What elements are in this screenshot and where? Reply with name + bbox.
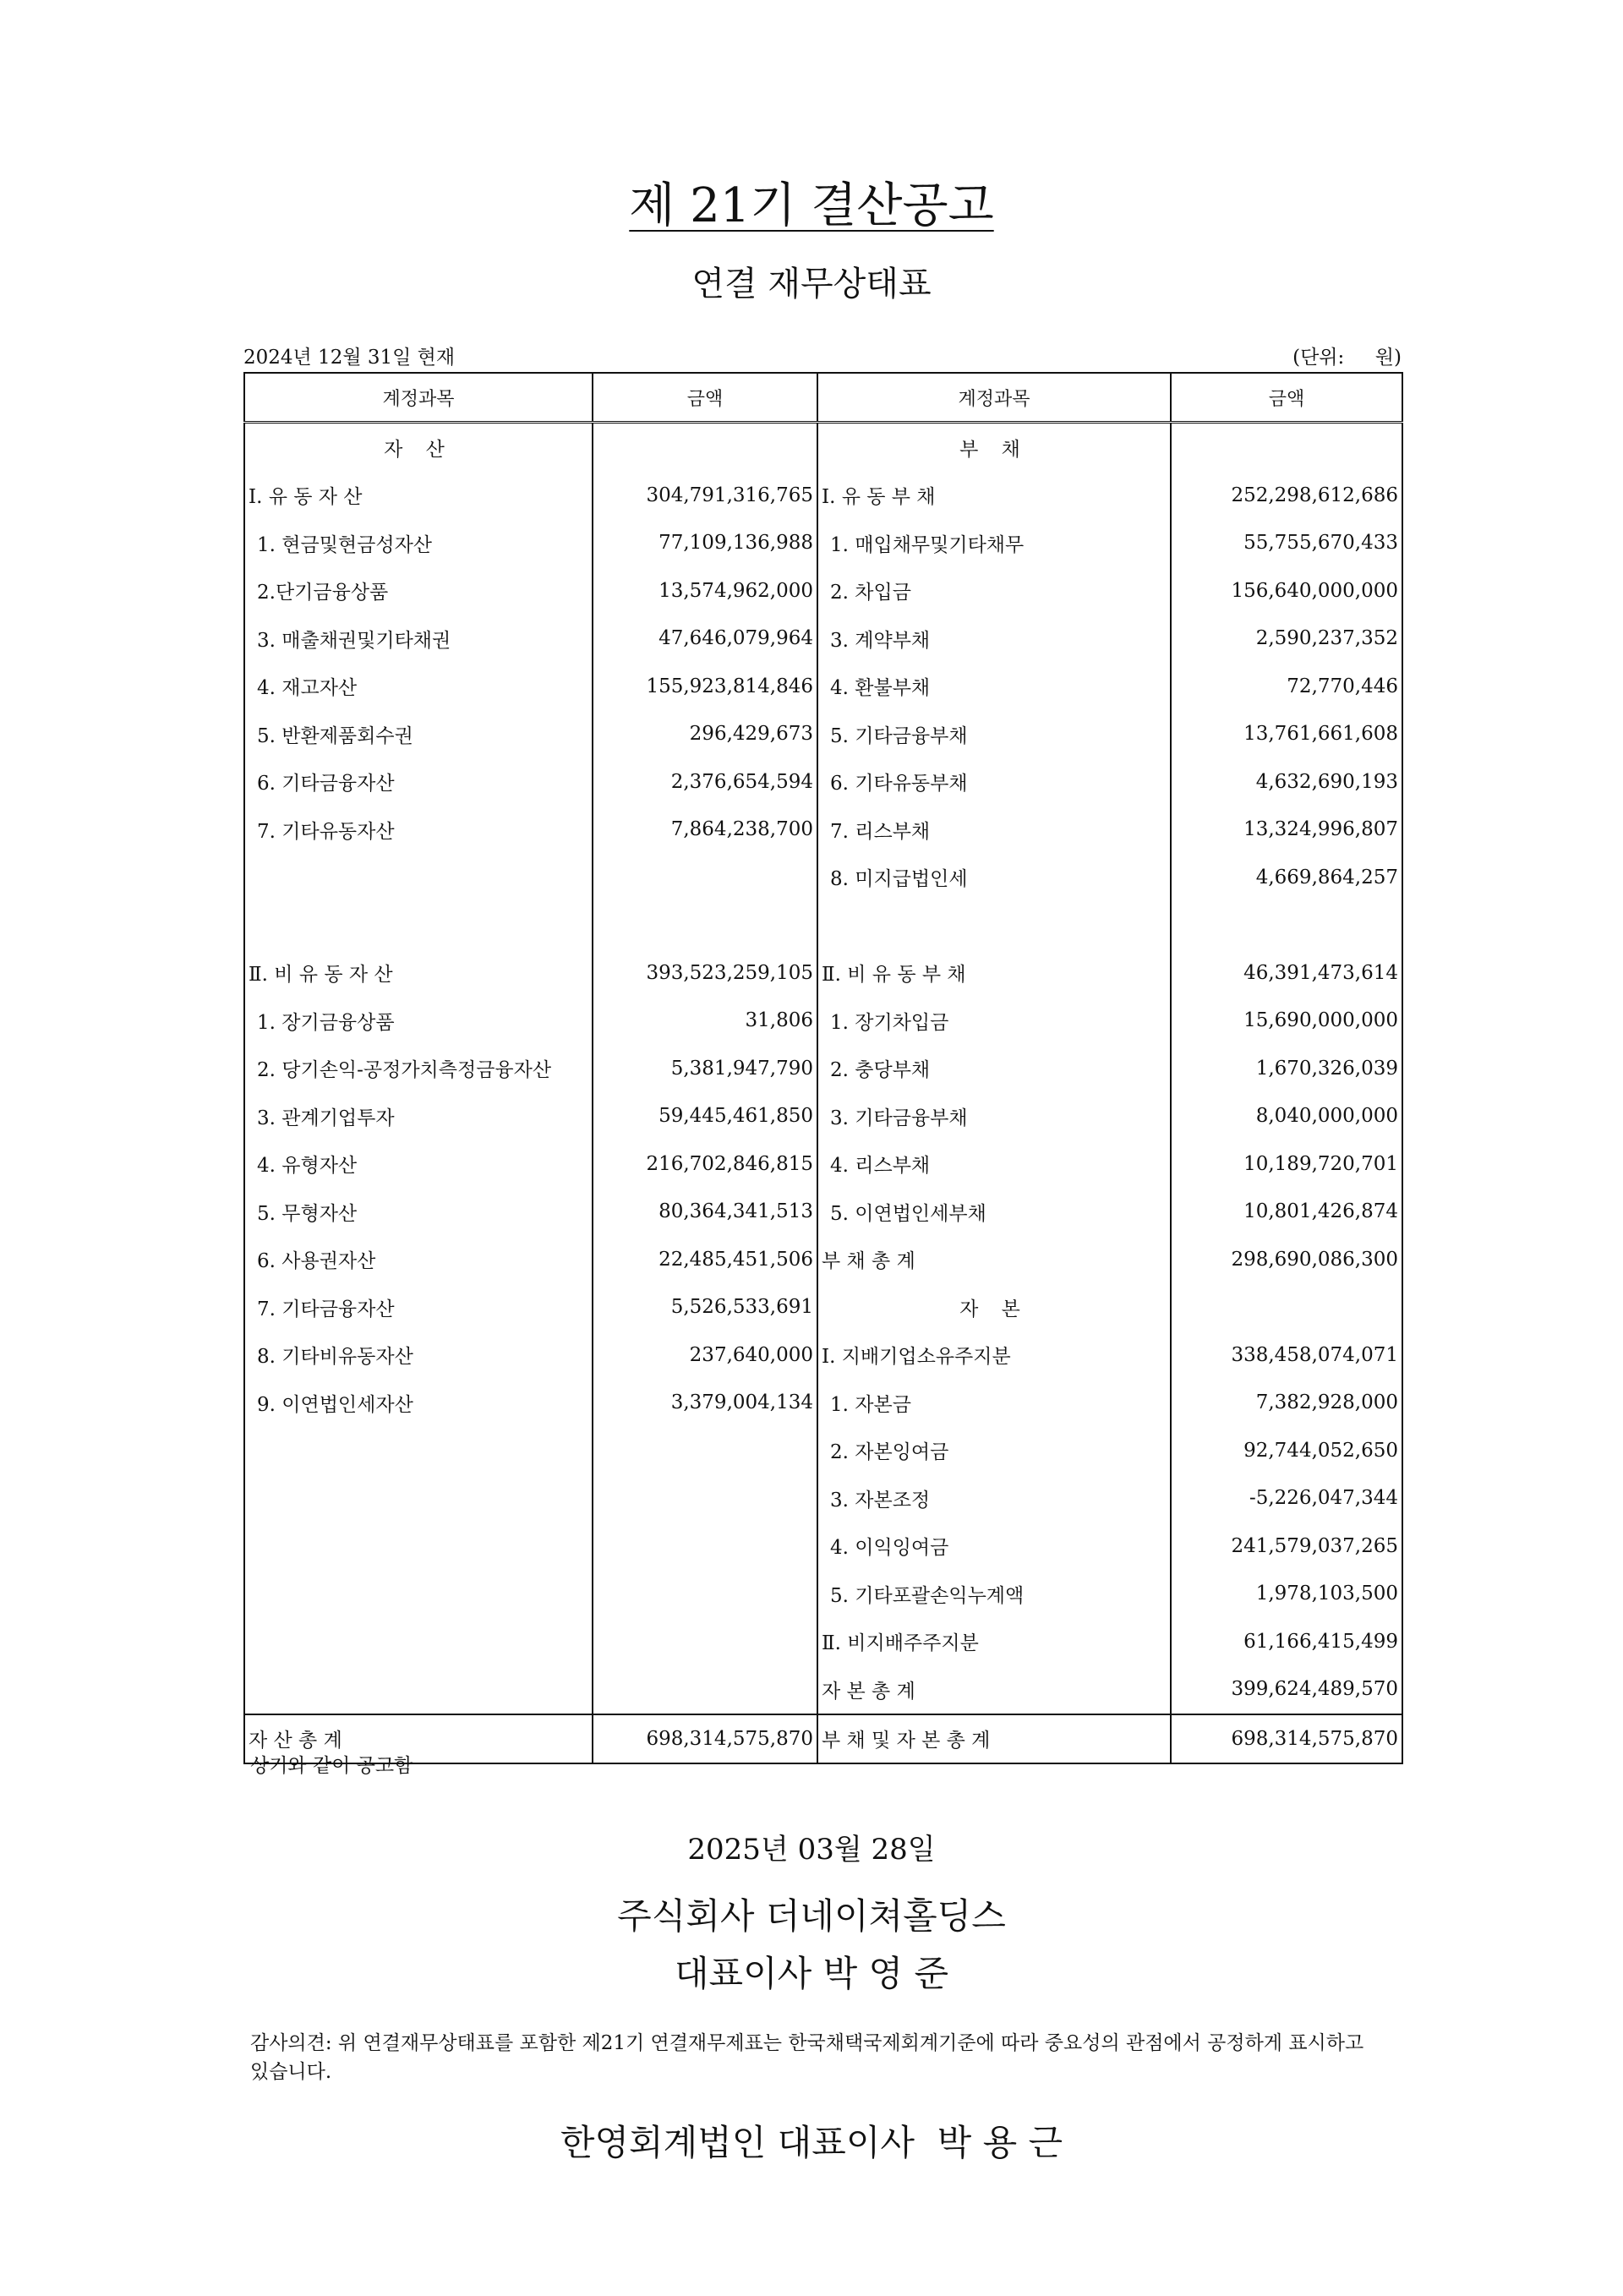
asset-account-name <box>244 901 593 949</box>
asset-account-name <box>244 1522 593 1571</box>
asset-account-name <box>244 1665 593 1714</box>
table-row <box>244 663 1402 711</box>
asset-amount <box>593 901 817 949</box>
table-row <box>244 1331 1402 1380</box>
table-row <box>244 1188 1402 1236</box>
asset-amount: 216,702,846,815 <box>593 1140 817 1189</box>
asset-amount: 22,485,451,506 <box>593 1236 817 1284</box>
table-row <box>244 854 1402 902</box>
header-amount-left: 금액 <box>593 373 817 423</box>
header-account-left: 계정과목 <box>244 373 593 423</box>
table-row <box>244 1474 1402 1522</box>
table-row <box>244 1283 1402 1331</box>
asset-amount: 80,364,341,513 <box>593 1188 817 1236</box>
liab-equity-amount: 252,298,612,686 <box>1171 472 1402 520</box>
asset-amount: 13,574,962,000 <box>593 567 817 615</box>
table-row <box>244 519 1402 567</box>
company-name: 주식회사 더네이쳐홀딩스 <box>617 1895 1006 1937</box>
asset-account-name <box>244 1570 593 1618</box>
liab-equity-account-name: 2. 충당부채 <box>817 1045 1171 1093</box>
asset-account-name: 9. 이연법인세자산 <box>244 1379 593 1427</box>
liab-equity-amount: 61,166,415,499 <box>1171 1618 1402 1666</box>
asset-account-name <box>244 1618 593 1666</box>
table-row <box>244 1092 1402 1140</box>
table-row <box>244 1570 1402 1618</box>
asset-amount: 77,109,136,988 <box>593 519 817 567</box>
table-row <box>244 1379 1402 1427</box>
liab-equity-amount: 298,690,086,300 <box>1171 1236 1402 1284</box>
asset-account-name: 7. 기타유동자산 <box>244 806 593 854</box>
asset-account-name: 3. 관계기업투자 <box>244 1092 593 1140</box>
asset-account-name: 4. 유형자산 <box>244 1140 593 1189</box>
liab-equity-account-name: 자 본 <box>817 1283 1171 1331</box>
asset-account-name: 3. 매출채권및기타채권 <box>244 615 593 663</box>
asset-account-name: 6. 사용권자산 <box>244 1236 593 1284</box>
header-amount-right: 금액 <box>1171 373 1402 423</box>
liab-equity-amount: 72,770,446 <box>1171 663 1402 711</box>
table-row <box>244 1236 1402 1284</box>
liab-equity-amount: 15,690,000,000 <box>1171 997 1402 1045</box>
table-row <box>244 423 1402 472</box>
unit-label: (단위: 원) <box>1292 347 1402 369</box>
liab-equity-account-name: 4. 이익잉여금 <box>817 1522 1171 1571</box>
liab-equity-amount <box>1171 901 1402 949</box>
liab-equity-amount <box>1171 1283 1402 1331</box>
notice-note: 상기와 같이 공고함 <box>250 1755 413 1777</box>
asset-amount: 3,379,004,134 <box>593 1379 817 1427</box>
audit-opinion: 감사의견: 위 연결재무상태표를 포함한 제21기 연결재무제표는 한국채택국제회계기준에 따라 중요성의 관점에서 공정하게 표시하고 있습니다. <box>250 2032 1364 2083</box>
liab-equity-account-name: Ⅱ. 비지배주주지분 <box>817 1618 1171 1666</box>
asset-amount: 296,429,673 <box>593 710 817 758</box>
total-assets-label: 자 산 총 계 <box>244 1714 593 1763</box>
liab-equity-account-name: 8. 미지급법인세 <box>817 854 1171 902</box>
asset-amount: 31,806 <box>593 997 817 1045</box>
asset-amount: 7,864,238,700 <box>593 806 817 854</box>
asset-amount: 5,381,947,790 <box>593 1045 817 1093</box>
table-row <box>244 567 1402 615</box>
table-header-row <box>244 373 1402 423</box>
liab-equity-account-name: 2. 자본잉여금 <box>817 1427 1171 1475</box>
liab-equity-account-name: 부 채 <box>817 423 1171 472</box>
liab-equity-amount: 7,382,928,000 <box>1171 1379 1402 1427</box>
asset-account-name: 1. 장기금융상품 <box>244 997 593 1045</box>
liab-equity-amount: 399,624,489,570 <box>1171 1665 1402 1714</box>
asset-amount <box>593 1618 817 1666</box>
asset-amount <box>593 1665 817 1714</box>
liab-equity-amount: 13,324,996,807 <box>1171 806 1402 854</box>
liab-equity-amount: 55,755,670,433 <box>1171 519 1402 567</box>
liab-equity-account-name: 부 채 총 계 <box>817 1236 1171 1284</box>
asset-account-name: 7. 기타금융자산 <box>244 1283 593 1331</box>
liab-equity-account-name: 3. 자본조정 <box>817 1474 1171 1522</box>
liab-equity-account-name: 자 본 총 계 <box>817 1665 1171 1714</box>
table-row <box>244 1665 1402 1714</box>
asset-account-name <box>244 854 593 902</box>
table-row <box>244 1427 1402 1475</box>
liab-equity-account-name: 3. 계약부채 <box>817 615 1171 663</box>
statement-title: 연결 재무상태표 <box>691 265 932 303</box>
liab-equity-amount: 10,801,426,874 <box>1171 1188 1402 1236</box>
asset-account-name <box>244 1427 593 1475</box>
liab-equity-account-name: 6. 기타유동부채 <box>817 758 1171 806</box>
asset-account-name: 2. 당기손익-공정가치측정금융자산 <box>244 1045 593 1093</box>
table-row <box>244 1045 1402 1093</box>
liab-equity-amount: 1,670,326,039 <box>1171 1045 1402 1093</box>
asset-amount: 47,646,079,964 <box>593 615 817 663</box>
liab-equity-amount: -5,226,047,344 <box>1171 1474 1402 1522</box>
liab-equity-account-name: 1. 매입채무및기타채무 <box>817 519 1171 567</box>
table-row <box>244 758 1402 806</box>
asset-account-name: 4. 재고자산 <box>244 663 593 711</box>
asset-amount: 155,923,814,846 <box>593 663 817 711</box>
asset-amount: 59,445,461,850 <box>593 1092 817 1140</box>
table-row <box>244 1618 1402 1666</box>
table-row <box>244 472 1402 520</box>
auditor-name: 한영회계법인 대표이사 박 용 근 <box>560 2122 1063 2163</box>
liab-equity-amount: 156,640,000,000 <box>1171 567 1402 615</box>
liab-equity-amount: 4,669,864,257 <box>1171 854 1402 902</box>
table-row <box>244 901 1402 949</box>
liab-equity-amount <box>1171 423 1402 472</box>
as-of-date: 2024년 12월 31일 현재 <box>243 347 456 369</box>
asset-amount <box>593 1427 817 1475</box>
liab-equity-account-name: 1. 자본금 <box>817 1379 1171 1427</box>
asset-account-name: 5. 반환제품회수권 <box>244 710 593 758</box>
liab-equity-account-name: Ⅱ. 비 유 동 부 채 <box>817 949 1171 998</box>
asset-account-name: 1. 현금및현금성자산 <box>244 519 593 567</box>
asset-amount <box>593 1570 817 1618</box>
liab-equity-account-name: 4. 환불부채 <box>817 663 1171 711</box>
asset-account-name: Ⅱ. 비 유 동 자 산 <box>244 949 593 998</box>
liab-equity-account-name <box>817 901 1171 949</box>
asset-account-name <box>244 1474 593 1522</box>
liab-equity-amount: 241,579,037,265 <box>1171 1522 1402 1571</box>
liab-equity-account-name: 5. 기타포괄손익누계액 <box>817 1570 1171 1618</box>
balance-sheet-table <box>243 372 1403 1764</box>
liab-equity-account-name: 1. 장기차입금 <box>817 997 1171 1045</box>
liab-equity-amount: 10,189,720,701 <box>1171 1140 1402 1189</box>
total-row <box>244 1714 1402 1763</box>
ceo-name: 대표이사 박 영 준 <box>674 1953 949 1994</box>
table-row <box>244 949 1402 998</box>
liab-equity-amount: 13,761,661,608 <box>1171 710 1402 758</box>
header-account-right: 계정과목 <box>817 373 1171 423</box>
liab-equity-account-name: 5. 기타금융부채 <box>817 710 1171 758</box>
asset-amount: 2,376,654,594 <box>593 758 817 806</box>
table-row <box>244 710 1402 758</box>
asset-amount: 304,791,316,765 <box>593 472 817 520</box>
liab-equity-account-name: 4. 리스부채 <box>817 1140 1171 1189</box>
asset-amount <box>593 1522 817 1571</box>
asset-account-name: 6. 기타금융자산 <box>244 758 593 806</box>
liab-equity-account-name: 2. 차입금 <box>817 567 1171 615</box>
asset-account-name: 5. 무형자산 <box>244 1188 593 1236</box>
liab-equity-account-name: Ⅰ. 유 동 부 채 <box>817 472 1171 520</box>
total-assets-amount: 698,314,575,870 <box>593 1714 817 1763</box>
table-row <box>244 997 1402 1045</box>
liab-equity-amount: 92,744,052,650 <box>1171 1427 1402 1475</box>
table-body <box>244 423 1402 1714</box>
asset-amount <box>593 423 817 472</box>
asset-account-name: Ⅰ. 유 동 자 산 <box>244 472 593 520</box>
asset-amount: 237,640,000 <box>593 1331 817 1380</box>
asset-amount: 393,523,259,105 <box>593 949 817 998</box>
table-row <box>244 806 1402 854</box>
liab-equity-amount: 2,590,237,352 <box>1171 615 1402 663</box>
asset-account-name: 2.단기금융상품 <box>244 567 593 615</box>
liab-equity-amount: 46,391,473,614 <box>1171 949 1402 998</box>
liab-equity-amount: 1,978,103,500 <box>1171 1570 1402 1618</box>
liab-equity-account-name: 5. 이연법인세부채 <box>817 1188 1171 1236</box>
total-liab-equity-amount: 698,314,575,870 <box>1171 1714 1402 1763</box>
liab-equity-account-name: 7. 리스부채 <box>817 806 1171 854</box>
asset-amount <box>593 854 817 902</box>
asset-amount: 5,526,533,691 <box>593 1283 817 1331</box>
table-row <box>244 1522 1402 1571</box>
liab-equity-amount: 4,632,690,193 <box>1171 758 1402 806</box>
publication-date: 2025년 03월 28일 <box>687 1833 936 1867</box>
table-row <box>244 1140 1402 1189</box>
asset-account-name: 8. 기타비유동자산 <box>244 1331 593 1380</box>
liab-equity-amount: 8,040,000,000 <box>1171 1092 1402 1140</box>
table-row <box>244 615 1402 663</box>
asset-amount <box>593 1474 817 1522</box>
liab-equity-account-name: 3. 기타금융부채 <box>817 1092 1171 1140</box>
liab-equity-account-name: Ⅰ. 지배기업소유주지분 <box>817 1331 1171 1380</box>
notice-title: 제 21기 결산공고 <box>629 178 994 233</box>
asset-account-name: 자 산 <box>244 423 593 472</box>
liab-equity-amount: 338,458,074,071 <box>1171 1331 1402 1380</box>
total-liab-equity-label: 부 채 및 자 본 총 계 <box>817 1714 1171 1763</box>
